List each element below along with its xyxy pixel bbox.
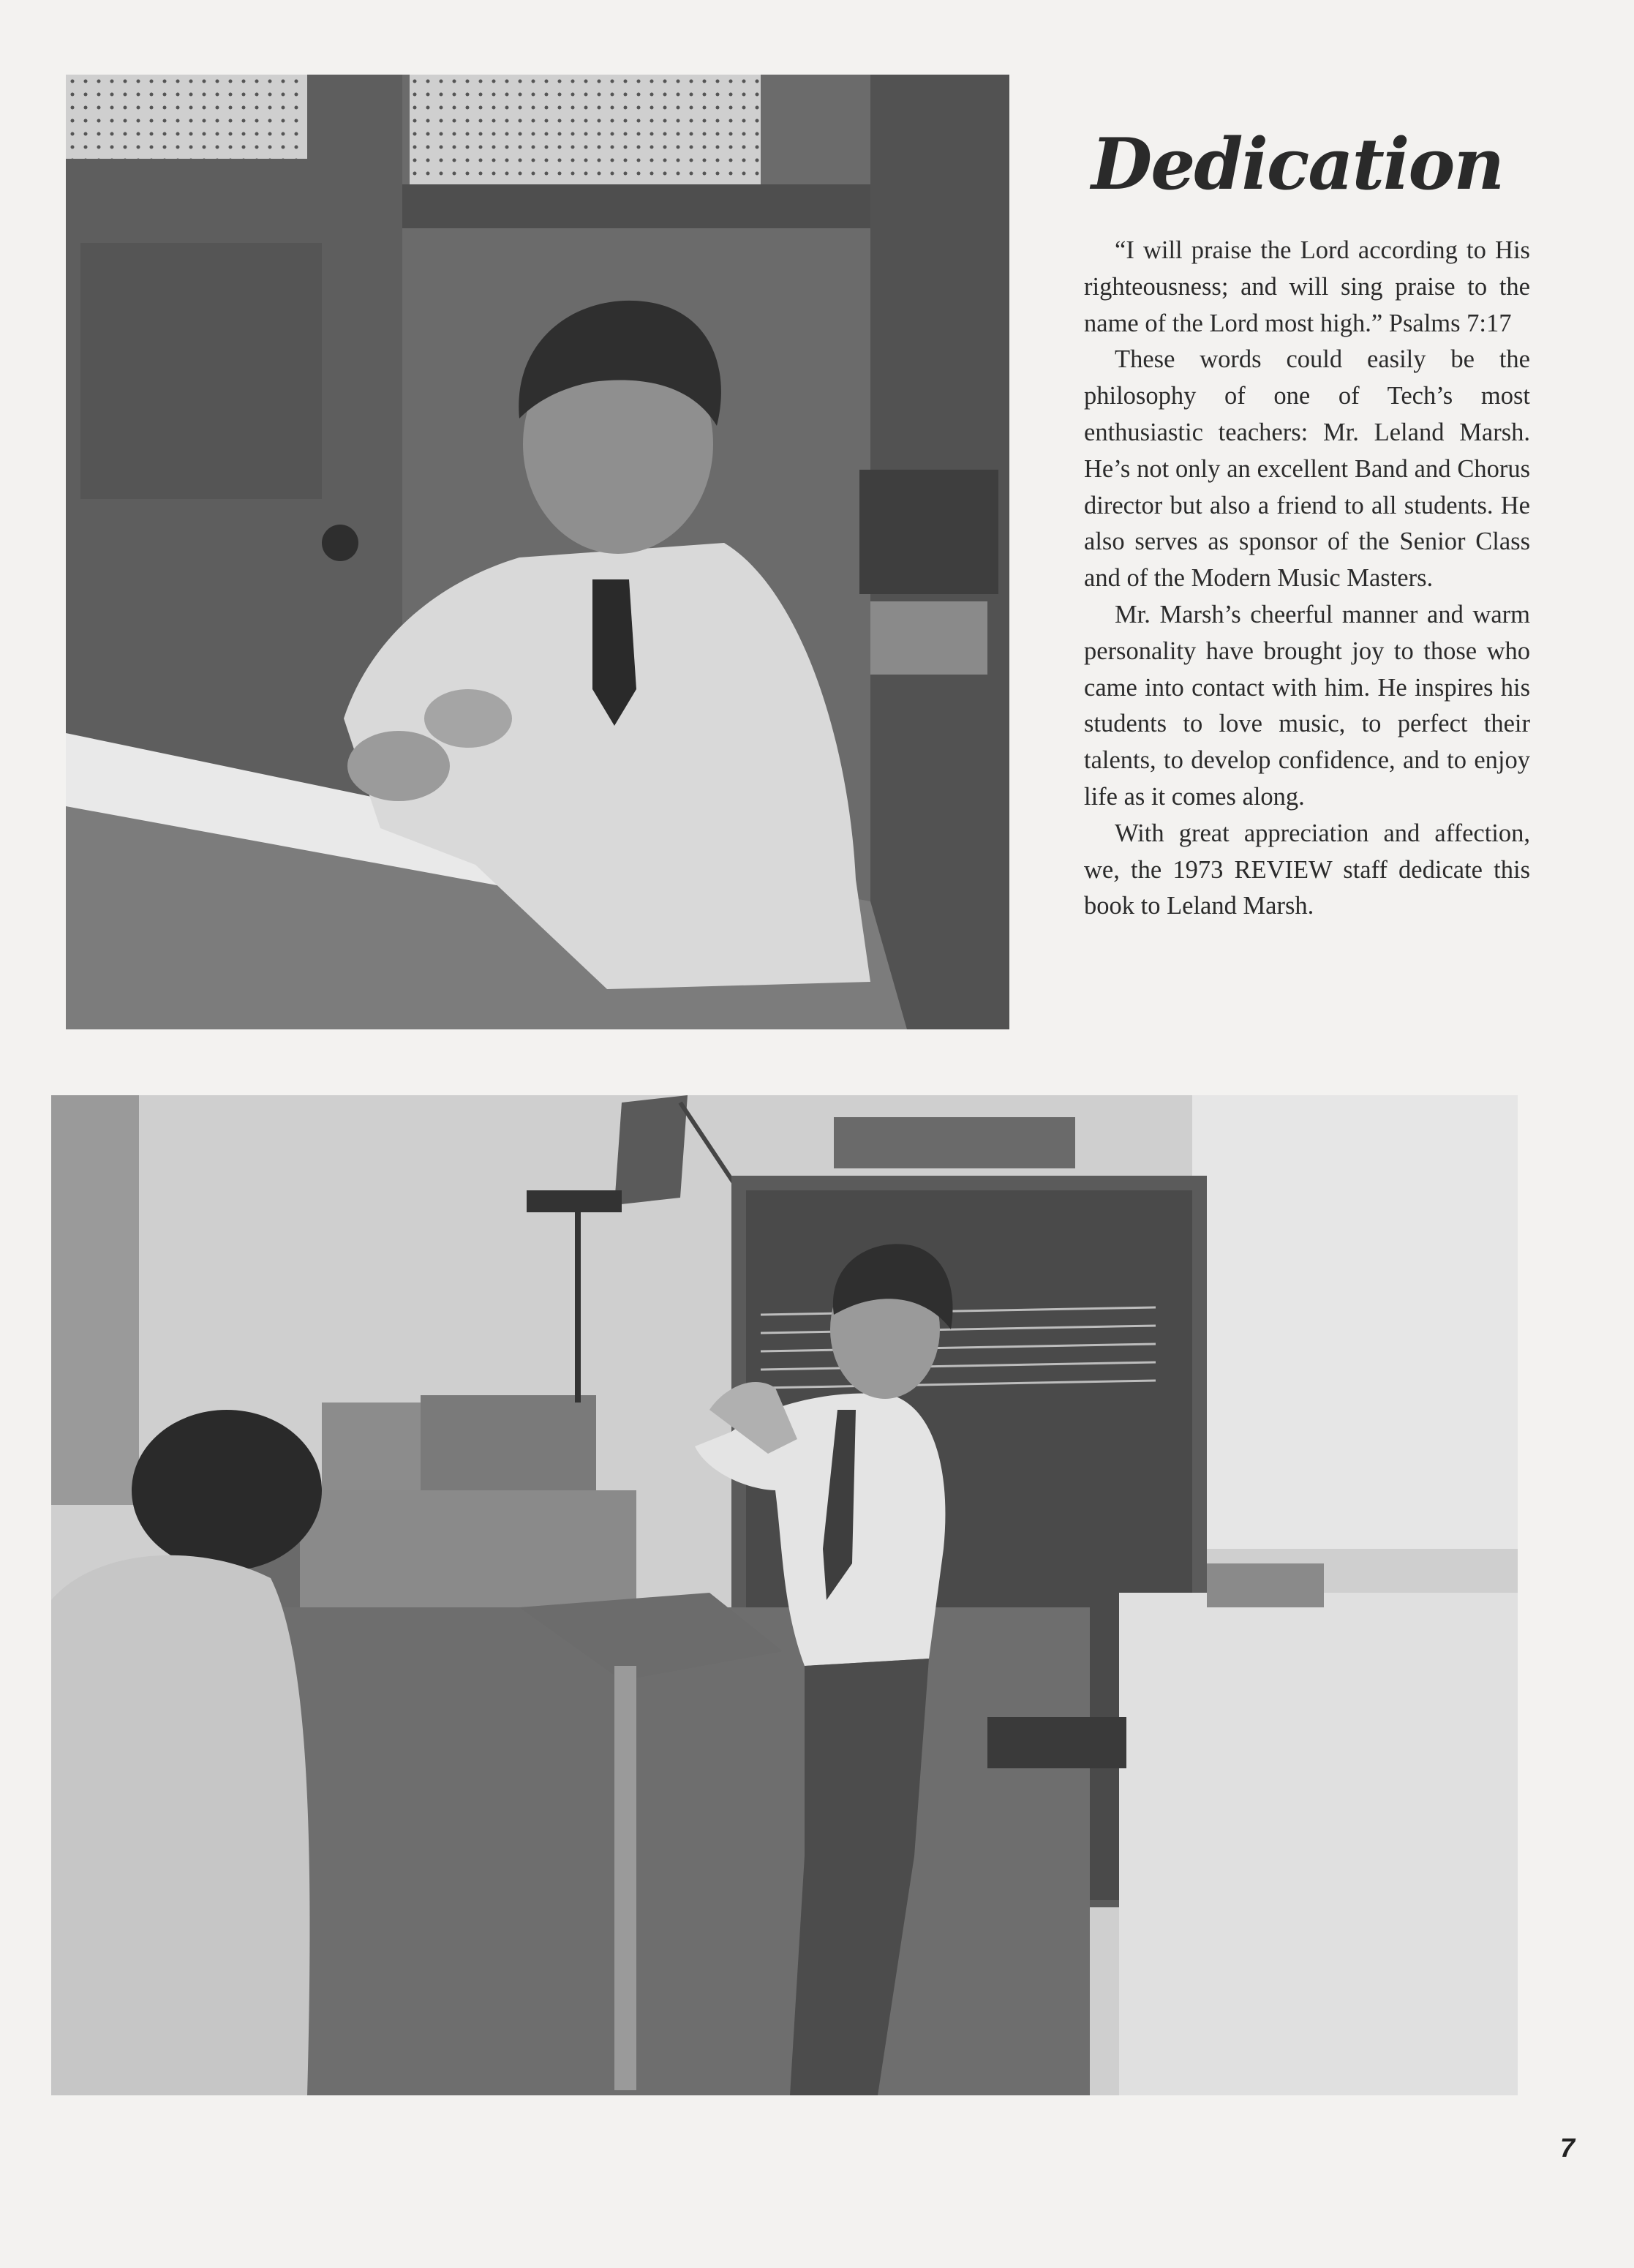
- psalm-quote-paragraph: “I will praise the Lord according to His righteousness; and will sing praise to the name of the Lord most high.” Psalms 7:17: [1084, 236, 1530, 337]
- dedication-text: [1084, 233, 1530, 925]
- teacher-portrait-photo: [66, 75, 1009, 1029]
- dedication-title: Dedication: [1091, 123, 1504, 206]
- page-number: 7: [1560, 2133, 1575, 2163]
- philosophy-paragraph: These words could easily be the philosophy of one of Tech’s most enthusiastic teachers: Mr. Leland Marsh. He’s not only an excellent Band and Chorus director but also a friend to all students. He also serves as sponsor of the Senior Class and of the Modern Music Masters.: [1084, 345, 1530, 593]
- personality-paragraph: Mr. Marsh’s cheerful manner and warm personality have brought joy to those who came into contact with him. He inspires his students to love music, to perfect their talents, to develop confidence, and to enjoy life as it comes along.: [1084, 600, 1530, 811]
- dedication-closing-paragraph: With great appreciation and affection, we, the 1973 REVIEW staff dedicate this book to Leland Marsh.: [1084, 819, 1530, 920]
- conducting-photo: [51, 1095, 1518, 2095]
